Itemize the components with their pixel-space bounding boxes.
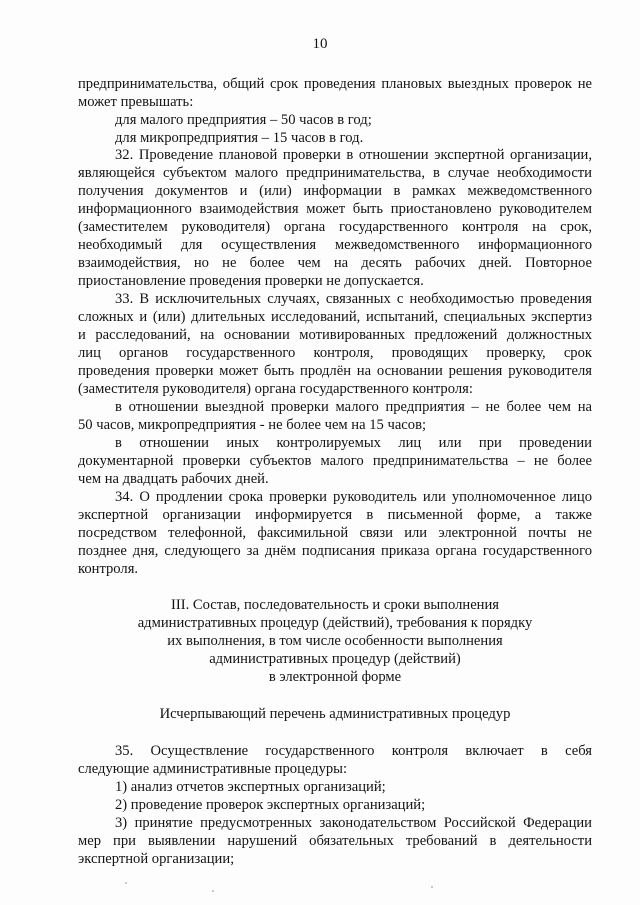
- paragraph-33-line: 33. В исключительных случаях, связанных с необходимостью проведения: [115, 291, 592, 307]
- text-line: для малого предприятия – 50 часов в год;: [115, 112, 372, 128]
- paragraph-33-line: 50 часов, микропредприятия - не более чем на 15 часов;: [78, 417, 427, 433]
- list-item: экспертной организации;: [78, 851, 235, 867]
- paragraph-34-line: позднее дня, следующего за днём подписания приказа органа государственного: [78, 543, 592, 559]
- paragraph-34-line: экспертной организации информируется в письменной форме, а также: [78, 507, 592, 523]
- paragraph-32-line: информационного взаимодействия может быть приостановлено руководителем: [78, 201, 592, 217]
- paragraph-32-line: необходимый для осуществления межведомственного информационного: [78, 237, 592, 253]
- paragraph-35-line: 35. Осуществление государственного контроля включает в себя: [115, 743, 592, 759]
- paragraph-32-line: 32. Проведение плановой проверки в отношении экспертной организации,: [115, 147, 592, 163]
- text-line: может превышать:: [78, 94, 194, 110]
- paragraph-33-line: в отношении выездной проверки малого предприятия – не более чем на: [115, 399, 592, 415]
- paragraph-32-line: получения документов и (или) информации в рамках межведомственного: [78, 183, 592, 199]
- scan-speck: [212, 890, 214, 892]
- paragraph-34-line: контроля.: [78, 561, 139, 577]
- scan-speck: [431, 886, 433, 888]
- paragraph-35-line: следующие административные процедуры:: [78, 761, 348, 777]
- paragraph-33-line: проведения проверки может быть продлён на основании решения руководителя: [78, 363, 592, 379]
- paragraph-34-line: посредством телефонной, факсимильной связи или электронной почты не: [78, 525, 592, 541]
- paragraph-33-line: лиц органов государственного контроля, проводящих проверку, срок: [78, 345, 592, 361]
- list-item: 3) принятие предусмотренных законодательством Российской Федерации: [115, 815, 592, 831]
- list-item: мер при выявлении нарушений обязательных требований в деятельности: [78, 833, 592, 849]
- section-heading-line: в электронной форме: [268, 669, 402, 685]
- paragraph-33-line: чем на двадцать рабочих дней.: [78, 471, 269, 487]
- text-line: предпринимательства, общий срок проведения плановых выездных проверок не: [78, 76, 592, 92]
- section-heading-line: III. Состав, последовательность и сроки выполнения: [170, 597, 500, 613]
- text-line: для микропредприятия – 15 часов в год.: [115, 130, 364, 146]
- paragraph-32-line: приостановление проведения проверки не допускается.: [78, 273, 424, 289]
- list-item: 2) проведение проверок экспертных организаций;: [115, 797, 426, 813]
- subsection-heading: Исчерпывающий перечень административных процедур: [159, 706, 511, 722]
- paragraph-33-line: и расследований, на основании мотивированных предложений должностных: [78, 327, 592, 343]
- section-heading-line: административных процедур (действий), требования к порядку: [137, 615, 533, 631]
- scan-speck: [125, 882, 127, 884]
- paragraph-32-line: (заместителем руководителя) органа государственного контроля на срок,: [78, 219, 592, 235]
- paragraph-34-line: 34. О продлении срока проверки руководитель или уполномоченное лицо: [115, 489, 592, 505]
- paragraph-33-line: (заместителя руководителя) органа государственного контроля:: [78, 381, 473, 397]
- paragraph-32-line: являющейся субъектом малого предпринимательства, в случае необходимости: [78, 165, 592, 181]
- list-item: 1) анализ отчетов экспертных организаций;: [115, 779, 386, 795]
- page-number: 10: [312, 36, 328, 52]
- paragraph-33-line: сложных и (или) длительных исследований, испытаний, специальных экспертиз: [78, 309, 592, 325]
- section-heading-line: их выполнения, в том числе особенности выполнения: [167, 633, 503, 649]
- paragraph-33-line: в отношении иных контролируемых лиц или при проведении: [115, 435, 592, 451]
- section-heading-line: административных процедур (действий): [209, 651, 461, 667]
- paragraph-32-line: взаимодействия, но не более чем на десять рабочих дней. Повторное: [78, 255, 592, 271]
- paragraph-33-line: документарной проверки субъектов малого предпринимательства – не более: [78, 453, 592, 469]
